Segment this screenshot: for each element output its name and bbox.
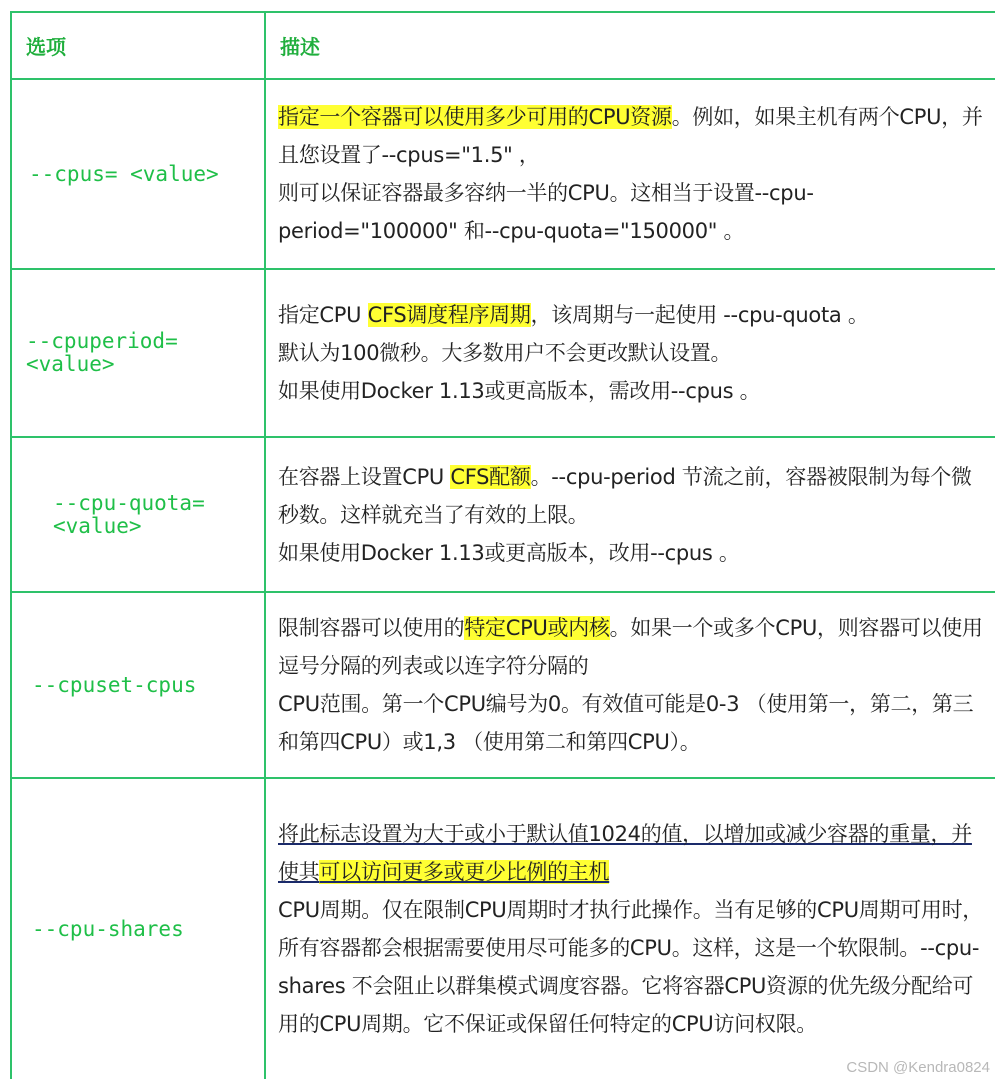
option-name: --cpu-quota= <value> xyxy=(53,490,205,538)
option-name: --cpus= <value> xyxy=(29,161,219,186)
description-text: 限制容器可以使用的特定CPU或内核。如果一个或多个CPU，则容器可以使用逗号分隔的列表或以连字符分隔的 CPU范围。第一个CPU编号为0。有效值可能是0-3 （使用第一，第二，第三和第四CPU）或1,3 （使用第二和第四CPU）。 xyxy=(278,616,983,754)
option-cell xyxy=(12,438,266,591)
table-row xyxy=(12,270,995,438)
description-cell xyxy=(266,779,995,1079)
option-cell xyxy=(12,593,266,777)
description-cell xyxy=(266,270,995,436)
description-text: 指定一个容器可以使用多少可用的CPU资源。例如，如果主机有两个CPU，并且您设置了--cpus="1.5" ， 则可以保证容器最多容纳一半的CPU。这相当于设置--cpu-period="100000" 和--cpu-quota="150000" 。 xyxy=(278,105,983,243)
highlight-text: CFS配额 xyxy=(450,464,531,489)
table-row xyxy=(12,779,995,1079)
description-text: 将此标志设置为大于或小于默认值1024的值，以增加或减少容器的重量，并使其可以访问更多或更少比例的主机 CPU周期。仅在限制CPU周期时才执行此操作。当有足够的CPU周期可用时，所有容器都会根据需要使用尽可能多的CPU。这样，这是一个软限制。--cpu-shares 不会阻止以群集模式调度容器。它将容器CPU资源的优先级分配给可用的CPU周期。它不保证或保留任何特定的CPU访问权限。 xyxy=(278,822,983,1036)
highlight-text: 特定CPU或内核 xyxy=(464,616,610,640)
description-cell xyxy=(266,593,995,777)
table-row xyxy=(12,80,995,270)
table-header-row xyxy=(12,13,995,80)
watermark: CSDN @Kendra0824 xyxy=(846,1059,990,1076)
header-option-cell xyxy=(12,13,266,78)
option-name: --cpu-shares xyxy=(32,916,184,941)
header-description-cell xyxy=(266,13,995,78)
description-text: 在容器上设置CPU CFS配额。--cpu-period 节流之前，容器被限制为每个微秒数。这样就充当了有效的上限。 如果使用Docker 1.13或更高版本，改用--cpus 。 xyxy=(278,464,972,565)
description-cell xyxy=(266,438,995,591)
option-cell xyxy=(12,80,266,268)
header-description-label: 描述 xyxy=(280,35,320,59)
highlight-text: CFS调度程序周期 xyxy=(367,303,531,327)
highlight-text: 指定一个容器可以使用多少可用的CPU资源 xyxy=(278,105,672,129)
table-row xyxy=(12,438,995,593)
option-name: --cpuset-cpus xyxy=(32,672,197,697)
option-cell xyxy=(12,779,266,1079)
option-name: --cpuperiod= <value> xyxy=(26,329,178,376)
underlined-text: 将此标志设置为大于或小于默认值1024的值，以增加或减少容器的重量，并使其 xyxy=(278,822,972,884)
header-option-label: 选项 xyxy=(26,35,66,59)
table-row xyxy=(12,593,995,779)
option-cell xyxy=(12,270,266,436)
description-text: 指定CPU CFS调度程序周期，该周期与一起使用 --cpu-quota 。 默认为100微秒。大多数用户不会更改默认设置。 如果使用Docker 1.13或更高版本，需改用--cpus 。 xyxy=(278,303,869,403)
options-table xyxy=(10,11,995,1079)
description-cell xyxy=(266,80,995,268)
highlight-text: 可以访问更多或更少比例的主机 xyxy=(319,860,610,884)
